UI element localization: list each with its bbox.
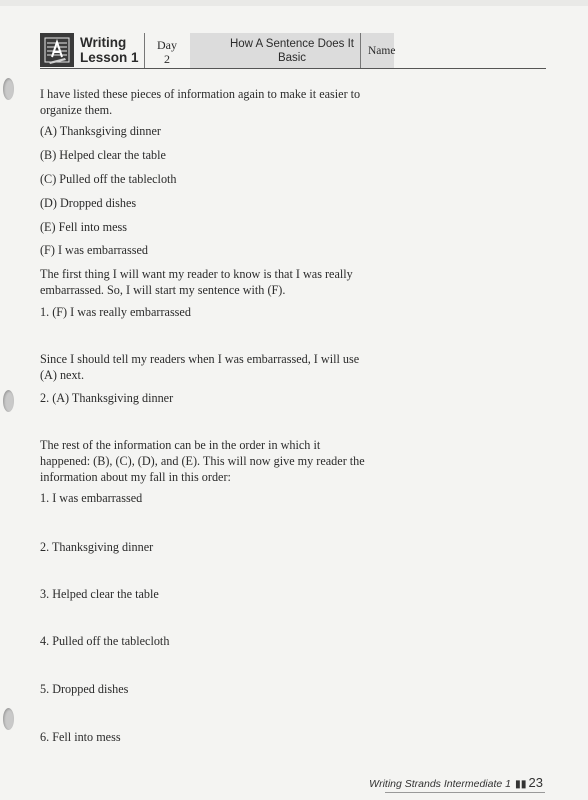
lesson-topic-box bbox=[190, 33, 394, 68]
topic-title: How A Sentence Does It bbox=[229, 38, 355, 50]
lesson-title bbox=[80, 35, 139, 65]
order-item: 3. Helped clear the table bbox=[40, 587, 159, 601]
pencil-logo-icon bbox=[40, 33, 74, 67]
list-item: (A) Thanksgiving dinner bbox=[40, 124, 161, 138]
order-item: 2. Thanksgiving dinner bbox=[40, 540, 154, 554]
page-top-edge bbox=[0, 0, 588, 6]
topic-level: Basic bbox=[277, 52, 307, 64]
order-item: 5. Dropped dishes bbox=[40, 682, 129, 696]
order-item: 6. Fell into mess bbox=[40, 730, 121, 744]
since-paragraph: Since I should tell my readers when I was embarrassed, I will use (A) next. bbox=[40, 352, 360, 382]
first-paragraph: The first thing I will want my reader to know is that I was really embarrassed. So, I will start my sentence with (F). bbox=[40, 267, 353, 297]
footer-rule bbox=[385, 792, 545, 793]
name-label: Name bbox=[368, 45, 396, 57]
list-item: (C) Pulled off the tablecloth bbox=[40, 172, 177, 186]
footer-slash-marks: ▮▮ bbox=[514, 778, 527, 790]
day-number: 2 bbox=[164, 52, 170, 66]
step-line: 1. (F) I was really embarrassed bbox=[40, 305, 191, 319]
list-item: (B) Helped clear the table bbox=[40, 148, 166, 162]
page-number: 23 bbox=[528, 775, 543, 790]
page-footer bbox=[369, 775, 543, 790]
list-item: (D) Dropped dishes bbox=[40, 196, 137, 210]
list-item: (E) Fell into mess bbox=[40, 220, 127, 234]
binder-hole-middle bbox=[3, 390, 14, 412]
day-box bbox=[145, 38, 189, 66]
order-item: 1. I was embarrassed bbox=[40, 491, 143, 505]
book-title: Writing Strands Intermediate 1 bbox=[369, 778, 511, 790]
worksheet-header bbox=[40, 33, 546, 69]
binder-hole-top bbox=[3, 78, 14, 100]
intro-paragraph: I have listed these pieces of information again to make it easier to organize them. bbox=[40, 87, 361, 117]
lesson-line-2: Lesson 1 bbox=[80, 50, 139, 65]
rest-paragraph: The rest of the information can be in the order in which it happened: (B), (C), (D), and (E). This will now give my reader the information about my fall in this order: bbox=[40, 438, 365, 484]
step-line: 2. (A) Thanksgiving dinner bbox=[40, 391, 174, 405]
binder-hole-bottom bbox=[3, 708, 14, 730]
lesson-line-1: Writing bbox=[80, 35, 127, 50]
list-item: (F) I was embarrassed bbox=[40, 243, 148, 257]
order-item: 4. Pulled off the tablecloth bbox=[40, 634, 170, 648]
day-label: Day bbox=[157, 38, 177, 52]
header-divider bbox=[360, 33, 361, 68]
